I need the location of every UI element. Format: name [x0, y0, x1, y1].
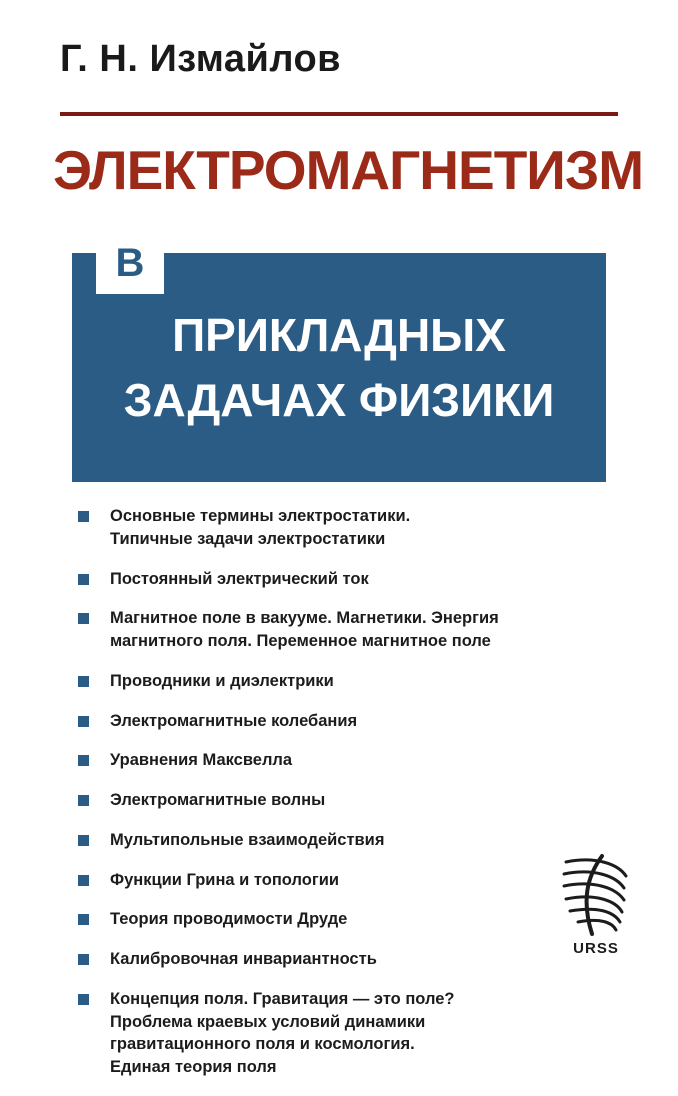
list-item-line: Теория проводимости Друде	[110, 910, 348, 929]
list-item-line: Мультипольные взаимодействия	[110, 830, 385, 849]
square-bullet-icon	[78, 954, 89, 965]
list-item-line: гравитационного поля и космология.	[110, 1035, 415, 1054]
list-item-line: Основные термины электростатики.	[110, 507, 411, 525]
list-item	[78, 670, 558, 693]
contents-list	[78, 505, 558, 1096]
author-name: Г. Н. Измайлов	[60, 38, 342, 80]
list-item	[78, 568, 558, 591]
square-bullet-icon	[78, 994, 89, 1005]
list-item-line: Калибровочная инвариантность	[110, 950, 377, 969]
list-item	[78, 948, 558, 971]
list-item-line: Уравнения Максвелла	[110, 751, 293, 770]
square-bullet-icon	[78, 795, 89, 806]
square-bullet-icon	[78, 613, 89, 624]
list-item-line: Электромагнитные волны	[110, 791, 326, 810]
square-bullet-icon	[78, 755, 89, 766]
square-bullet-icon	[78, 676, 89, 687]
square-bullet-icon	[78, 875, 89, 886]
publisher-logo	[552, 852, 640, 964]
urss-swirl-logo-icon	[552, 852, 640, 938]
publisher-name: URSS	[573, 940, 619, 957]
list-item-line: Проводники и диэлектрики	[110, 671, 334, 690]
square-bullet-icon	[78, 511, 89, 522]
list-item-line: магнитного поля. Переменное магнитное поле	[110, 632, 491, 651]
list-item	[78, 505, 558, 551]
title-divider-rule	[60, 112, 618, 116]
list-item	[78, 789, 558, 812]
list-item	[78, 710, 558, 733]
square-bullet-icon	[78, 574, 89, 585]
list-item-line: Проблема краевых условий динамики	[110, 1012, 426, 1031]
square-bullet-icon	[78, 914, 89, 925]
list-item	[78, 607, 558, 653]
book-title-line3: ЗАДАЧАХ ФИЗИКИ	[123, 374, 555, 426]
list-item-line: Концепция поля. Гравитация — это поле?	[110, 989, 455, 1008]
square-bullet-icon	[78, 835, 89, 846]
square-bullet-icon	[78, 716, 89, 727]
list-item	[78, 988, 558, 1079]
book-title-line2: ПРИКЛАДНЫХ	[172, 309, 506, 361]
list-item	[78, 908, 558, 931]
list-item-line: Магнитное поле в вакууме. Магнетики. Энергия	[110, 609, 499, 628]
list-item	[78, 869, 558, 892]
list-item	[78, 749, 558, 772]
book-title-connector: В	[96, 232, 164, 294]
list-item-line: Постоянный электрический ток	[110, 569, 369, 588]
list-item-line: Функции Грина и топологии	[110, 870, 339, 889]
list-item-line: Единая теория поля	[110, 1058, 277, 1077]
book-title-main: ЭЛЕКТРОМАГНЕТИЗМ	[53, 139, 644, 201]
list-item-line: Типичные задачи электростатики	[110, 529, 386, 548]
list-item	[78, 829, 558, 852]
list-item-line: Электромагнитные колебания	[110, 711, 358, 730]
